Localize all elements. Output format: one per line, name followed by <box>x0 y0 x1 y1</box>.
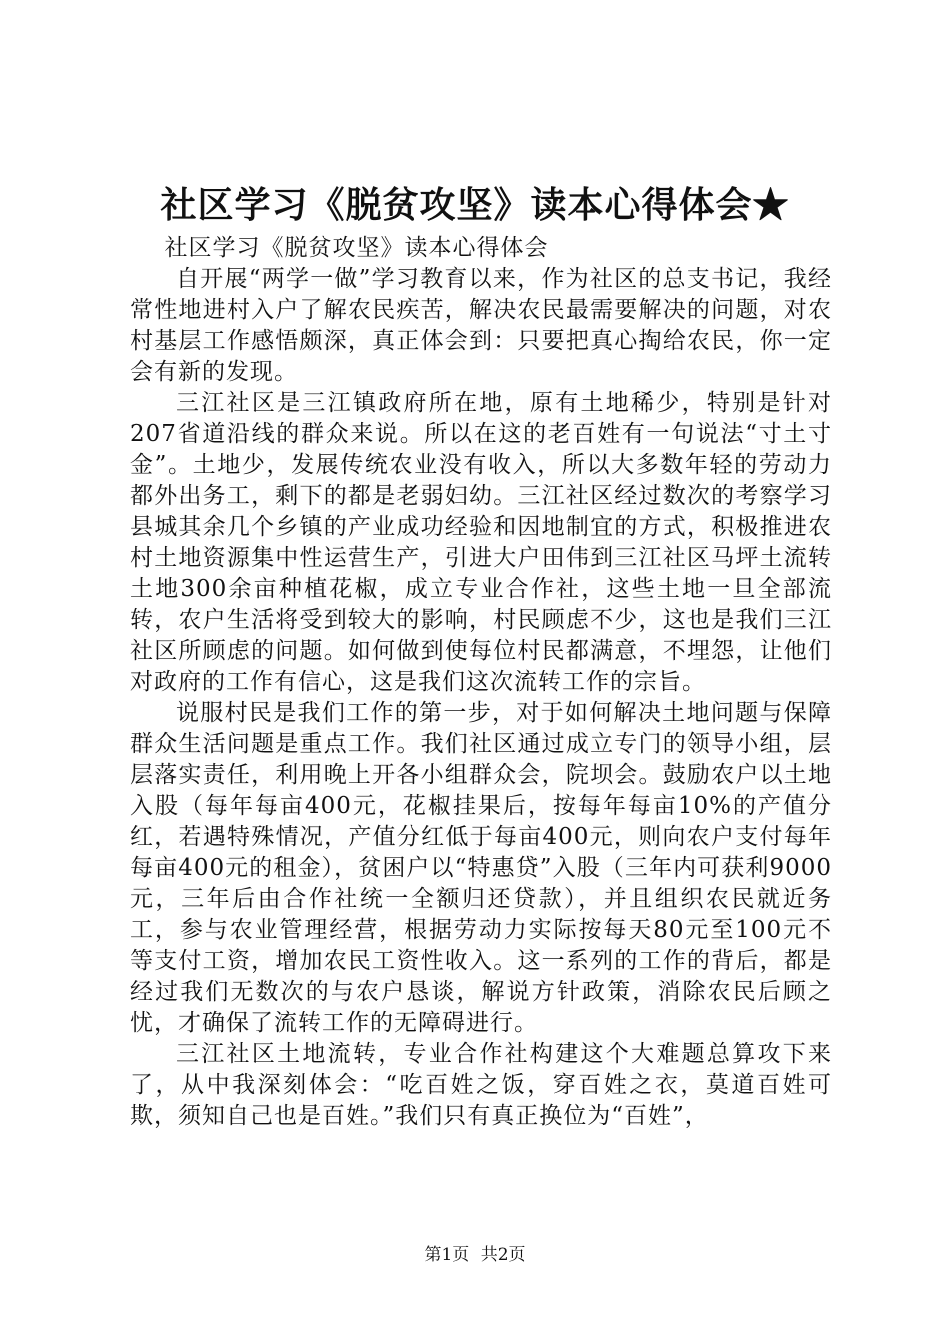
paragraph-4: 三江社区土地流转，专业合作社构建这个大难题总算攻下来了，从中我深刻体会：“吃百姓之饭，穿百姓之衣，莫道百姓可欺，须知自己也是百姓。”我们只有真正换位为“百姓”， <box>130 1041 832 1129</box>
document-subtitle: 社区学习《脱贫攻坚》读本心得体会 <box>164 235 549 261</box>
paragraph-2: 三江社区是三江镇政府所在地，原有土地稀少，特别是针对207省道沿线的群众来说。所以在这的老百姓有一句说法“寸土寸金”。土地少，发展传统农业没有收入，所以大多数年轻的劳动力都外出务工，剩下的都是老弱妇幼。三江社区经过数次的考察学习县城其余几个乡镇的产业成功经验和因地制宜的方式，积极推进农村土地资源集中性运营生产，引进大户田伟到三江社区马坪土流转土地300余亩种植花椒，成立专业合作社，这些土地一旦全部流转，农户生活将受到较大的影响，村民顾虑不少，这也是我们三江社区所顾虑的问题。如何做到使每位村民都满意，不埋怨，让他们对政府的工作有信心，这是我们这次流转工作的宗旨。 <box>130 390 832 695</box>
paragraph-3: 说服村民是我们工作的第一步，对于如何解决土地问题与保障群众生活问题是重点工作。我们社区通过成立专门的领导小组，层层落实责任，利用晚上开各小组群众会，院坝会。鼓励农户以土地入股（每年每亩400元，花椒挂果后，按每年每亩10%的产值分红，若遇特殊情况，产值分红低于每亩400元，则向农户支付每年每亩400元的租金），贫困户以“特惠贷”入股（三年内可获利9000元，三年后由合作社统一全额归还贷款），并且组织农民就近务工，参与农业管理经营，根据劳动力实际按每天80元至100元不等支付工资，增加农民工资性收入。这一系列的工作的背后，都是经过我们无数次的与农户恳谈，解说方针政策，消除农民后顾之忧，才确保了流转工作的无障碍进行。 <box>130 700 832 1036</box>
paragraph-1: 自开展“两学一做”学习教育以来，作为社区的总支书记，我经常性地进村入户了解农民疾苦，解决农民最需要解决的问题，对农村基层工作感悟颇深，真正体会到：只要把真心掏给农民，你一定会有新的发现。 <box>130 266 832 385</box>
page-number: 第1页 <box>424 1245 470 1265</box>
document-title: 社区学习《脱贫攻坚》读本心得体会★ <box>160 184 790 227</box>
document-body <box>130 233 832 1132</box>
page-total: 共2页 <box>480 1245 526 1265</box>
page-footer <box>0 1243 950 1267</box>
